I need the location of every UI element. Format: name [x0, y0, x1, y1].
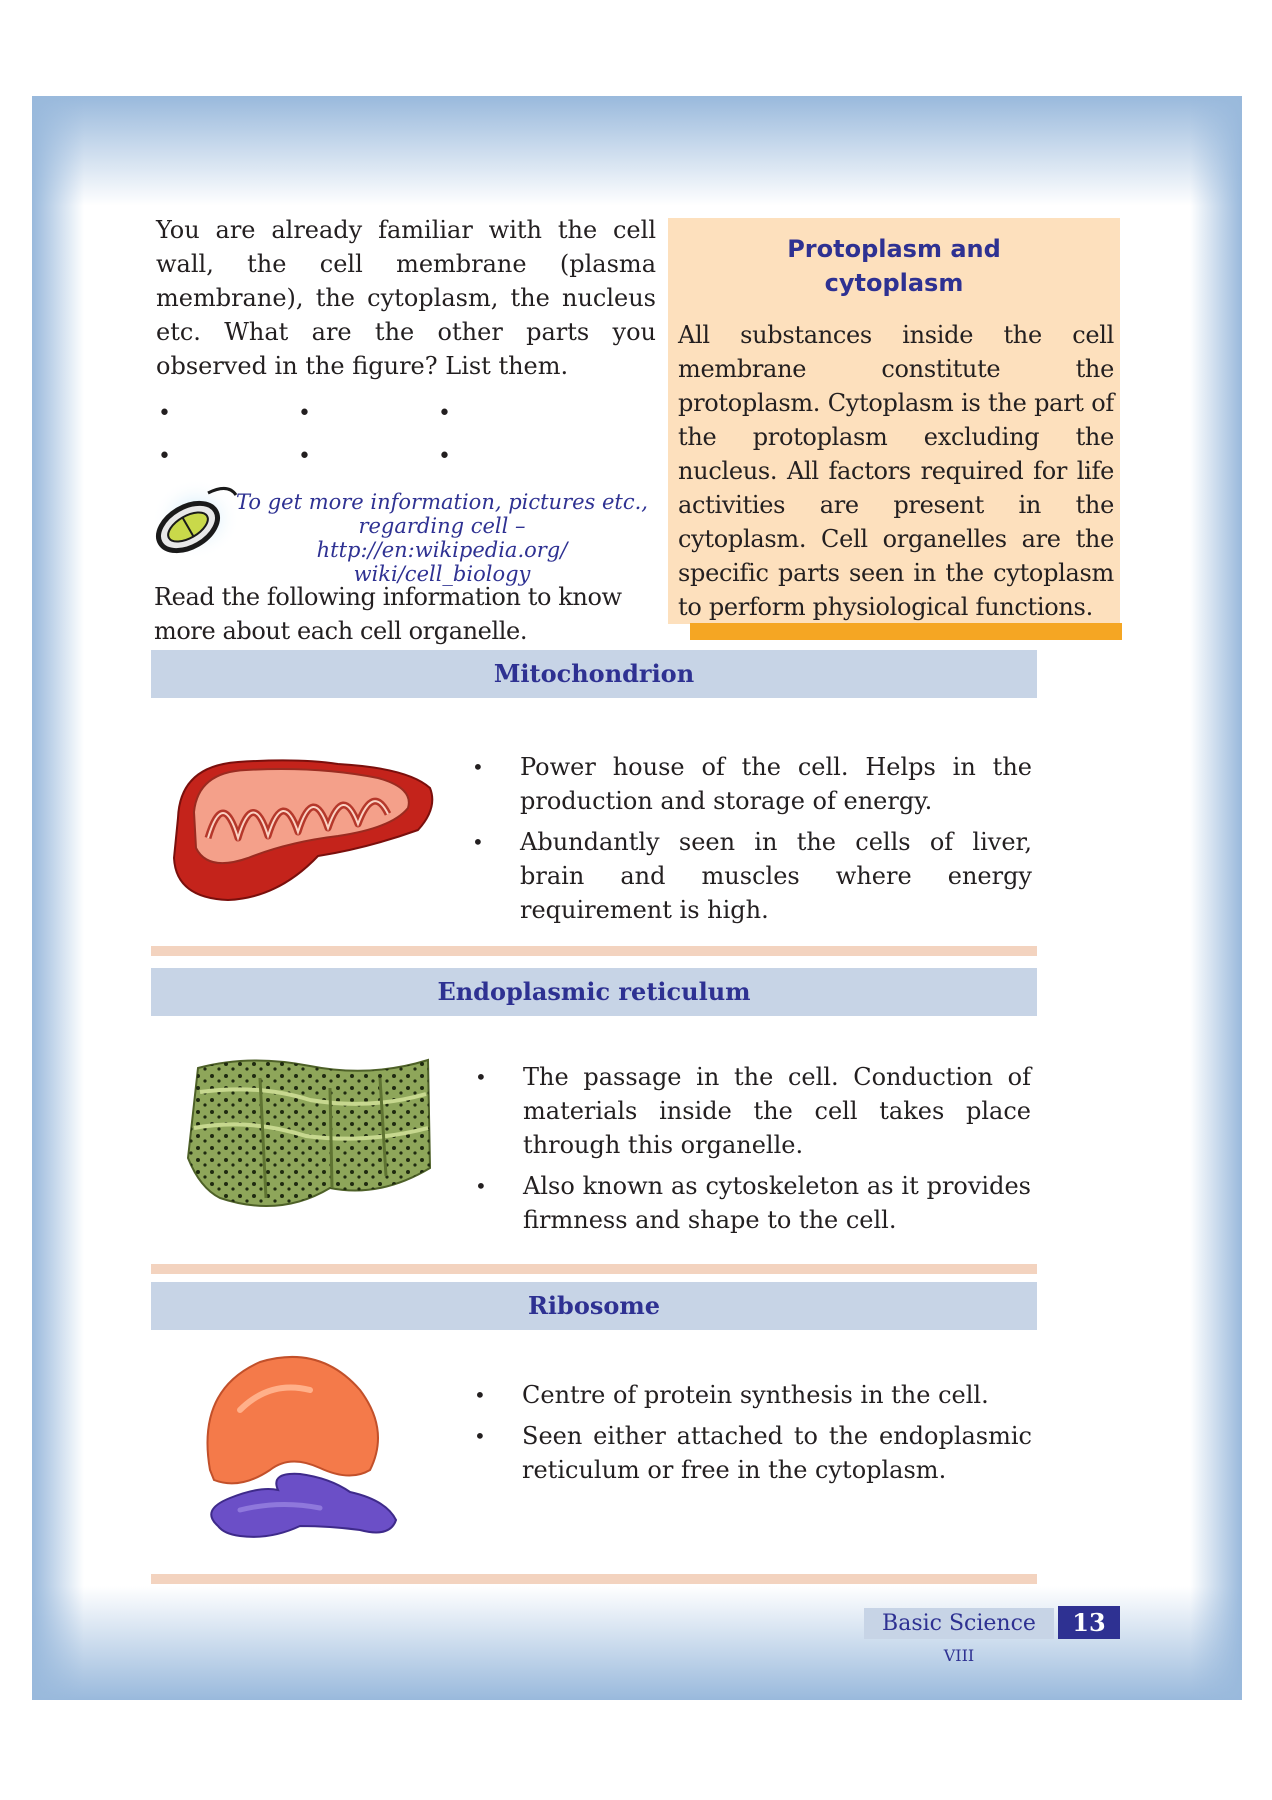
- computer-mouse-icon: [148, 475, 240, 565]
- list-item: [472, 825, 1032, 927]
- list-bullet: •: [298, 400, 311, 426]
- item-bullet: •: [472, 830, 484, 854]
- list-item: [475, 1060, 1031, 1162]
- info-box-title-line: Protoplasm and: [787, 235, 1001, 263]
- section-divider: [151, 1264, 1037, 1274]
- list-bullet: •: [438, 443, 451, 469]
- book-title-label: [864, 1608, 1054, 1665]
- endoplasmic-reticulum-points: [475, 1060, 1031, 1244]
- grade-label: VIII: [943, 1646, 975, 1665]
- item-bullet: •: [475, 1174, 487, 1198]
- item-text: Seen either attached to the endoplasmic reticulum or free in the cytoplasm.: [522, 1422, 1032, 1484]
- web-reference-link[interactable]: regarding cell – http://en:wikipedia.org/: [316, 514, 568, 562]
- section-heading-mitochondrion: Mitochondrion: [151, 650, 1037, 698]
- intro-paragraph: You are already familiar with the cell wall, the cell membrane (plasma membrane), the cytoplasm, the nucleus etc. What are the other parts you observed in the figure? List them.: [156, 216, 656, 380]
- info-box-accent-bar: [690, 623, 1122, 640]
- blank-list: [158, 392, 578, 478]
- section-divider: [151, 946, 1037, 956]
- item-bullet: •: [474, 1424, 486, 1448]
- info-box-text: All substances inside the cell membrane constitute the protoplasm. Cytoplasm is the part of the protoplasm excluding the nucleus. All factors required for life activities are present in the cytoplasm. Cell organelles are the specific parts seen in the cytoplasm to perform physiological functions.: [678, 321, 1114, 621]
- info-box-title: [668, 232, 1120, 300]
- list-item: [474, 1378, 1032, 1412]
- list-item: [474, 1419, 1032, 1487]
- book-title: Basic Science: [882, 1611, 1036, 1636]
- mitochondrion-illustration: [168, 748, 444, 908]
- list-bullet: •: [158, 400, 171, 426]
- section-heading-ribosome: Ribosome: [151, 1282, 1037, 1330]
- ribosome-points: [474, 1378, 1032, 1494]
- ribosome-illustration: [200, 1350, 412, 1540]
- item-text: Centre of protein synthesis in the cell.: [522, 1381, 989, 1409]
- page-number: 13: [1058, 1606, 1120, 1639]
- list-item: [472, 750, 1032, 818]
- blank-list-row: [158, 435, 578, 478]
- blank-list-row: [158, 392, 578, 435]
- list-item: [475, 1169, 1031, 1237]
- list-bullet: •: [298, 443, 311, 469]
- list-bullet: •: [158, 443, 171, 469]
- section-heading-endoplasmic-reticulum: Endoplasmic reticulum: [151, 968, 1037, 1016]
- item-bullet: •: [475, 1065, 487, 1089]
- list-bullet: •: [438, 400, 451, 426]
- web-reference-line: To get more information, pictures etc.,: [236, 490, 648, 514]
- item-text: Abundantly seen in the cells of liver, brain and muscles where energy requirement is high.: [520, 828, 1032, 924]
- section-divider: [151, 1574, 1037, 1584]
- item-text: The passage in the cell. Conduction of materials inside the cell takes place through this organelle.: [523, 1063, 1031, 1159]
- item-text: Also known as cytoskeleton as it provides firmness and shape to the cell.: [523, 1172, 1031, 1234]
- mitochondrion-points: [472, 750, 1032, 934]
- info-box-title-line: cytoplasm: [824, 269, 964, 297]
- item-bullet: •: [474, 1383, 486, 1407]
- endoplasmic-reticulum-illustration: [180, 1048, 442, 1224]
- item-bullet: •: [472, 755, 484, 779]
- web-reference-link-end[interactable]: wiki/cell_biology: [353, 562, 531, 586]
- read-more-paragraph: Read the following information to know more about each cell organelle.: [154, 583, 622, 645]
- web-reference-note: [232, 490, 652, 586]
- item-text: Power house of the cell. Helps in the production and storage of energy.: [520, 753, 1032, 815]
